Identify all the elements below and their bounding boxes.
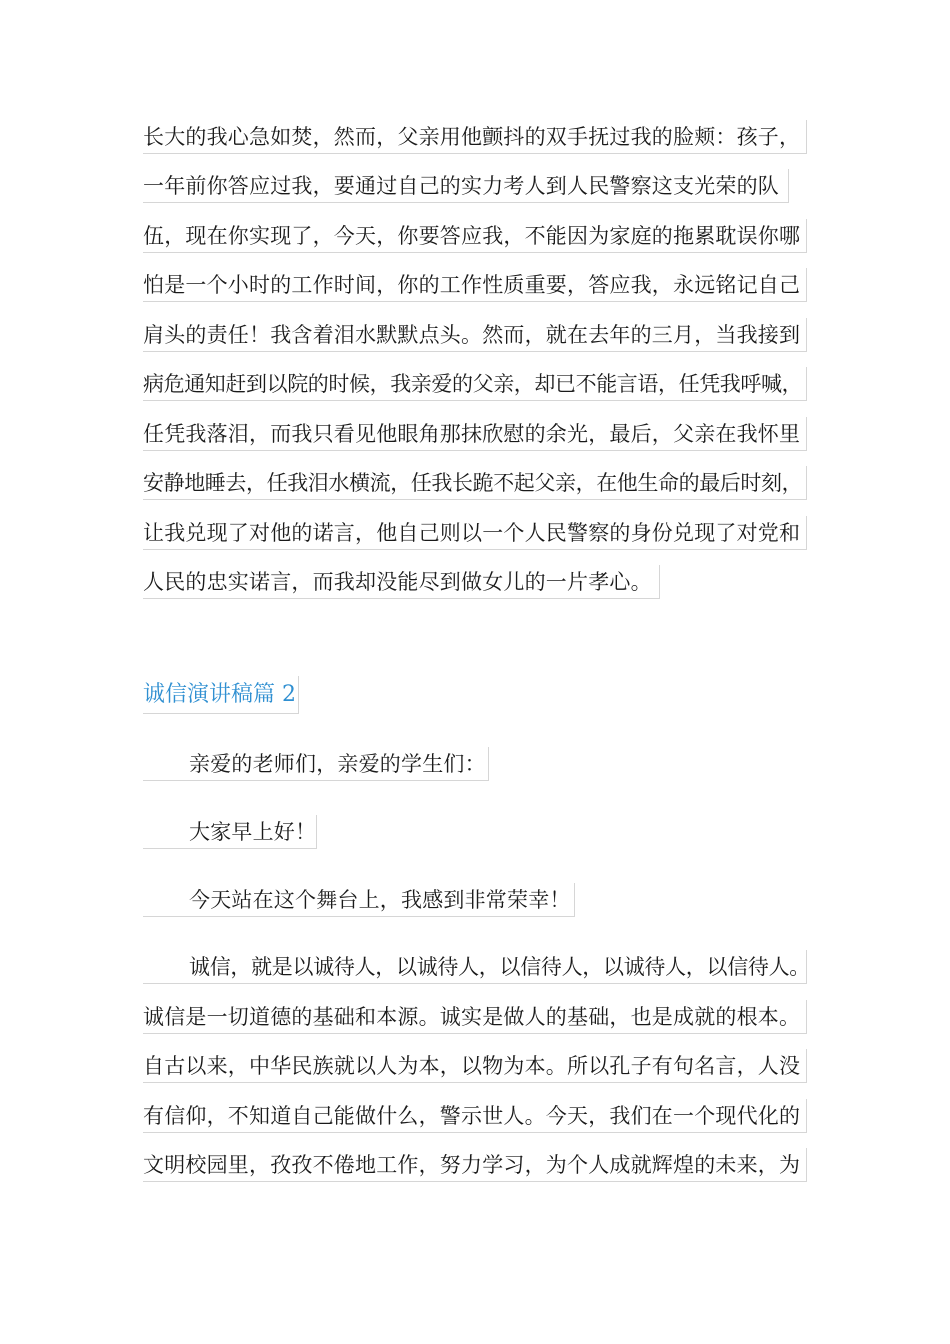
paragraph-line: 文明校园里，孜孜不倦地工作，努力学习，为个人成就辉煌的未来，为 xyxy=(143,1148,807,1182)
paragraph-line: 怕是一个小时的工作时间，你的工作性质重要，答应我，永远铭记自己 xyxy=(143,268,807,302)
paragraph-line: 任凭我落泪，而我只看见他眼角那抹欣慰的余光，最后，父亲在我怀里 xyxy=(143,417,807,451)
greeting-line: 亲爱的老师们，亲爱的学生们： xyxy=(143,747,489,781)
paragraph-line: 今天站在这个舞台上，我感到非常荣幸！ xyxy=(143,883,575,917)
paragraph-line: 病危通知赶到以院的时候，我亲爱的父亲，却已不能言语，任凭我呼喊， xyxy=(143,367,807,401)
paragraph-line: 让我兑现了对他的诺言，他自己则以一个人民警察的身份兑现了对党和 xyxy=(143,516,807,550)
paragraph-line: 诚信，就是以诚待人，以诚待人，以信待人，以诚待人，以信待人。 xyxy=(143,950,807,984)
paragraph-line: 有信仰，不知道自己能做什么，警示世人。今天，我们在一个现代化的 xyxy=(143,1099,807,1133)
paragraph-line: 肩头的责任！我含着泪水默默点头。然而，就在去年的三月，当我接到 xyxy=(143,318,807,352)
paragraph-line: 自古以来，中华民族就以人为本，以物为本。所以孔子有句名言，人没 xyxy=(143,1049,807,1083)
paragraph-line: 长大的我心急如焚，然而，父亲用他颤抖的双手抚过我的脸颊：孩子， xyxy=(143,120,807,154)
paragraph-line: 诚信是一切道德的基础和本源。诚实是做人的基础，也是成就的根本。 xyxy=(143,1000,807,1034)
paragraph-line: 安静地睡去，任我泪水横流，任我长跪不起父亲，在他生命的最后时刻， xyxy=(143,466,807,500)
greeting-line: 大家早上好！ xyxy=(143,815,317,849)
paragraph-line: 一年前你答应过我，要通过自己的实力考人到人民警察这支光荣的队 xyxy=(143,169,789,203)
paragraph-line: 伍，现在你实现了，今天，你要答应我，不能因为家庭的拖累耽误你哪 xyxy=(143,219,807,253)
paragraph-line: 人民的忠实诺言，而我却没能尽到做女儿的一片孝心。 xyxy=(143,565,660,599)
section-heading: 诚信演讲稿篇 2 xyxy=(143,676,299,714)
